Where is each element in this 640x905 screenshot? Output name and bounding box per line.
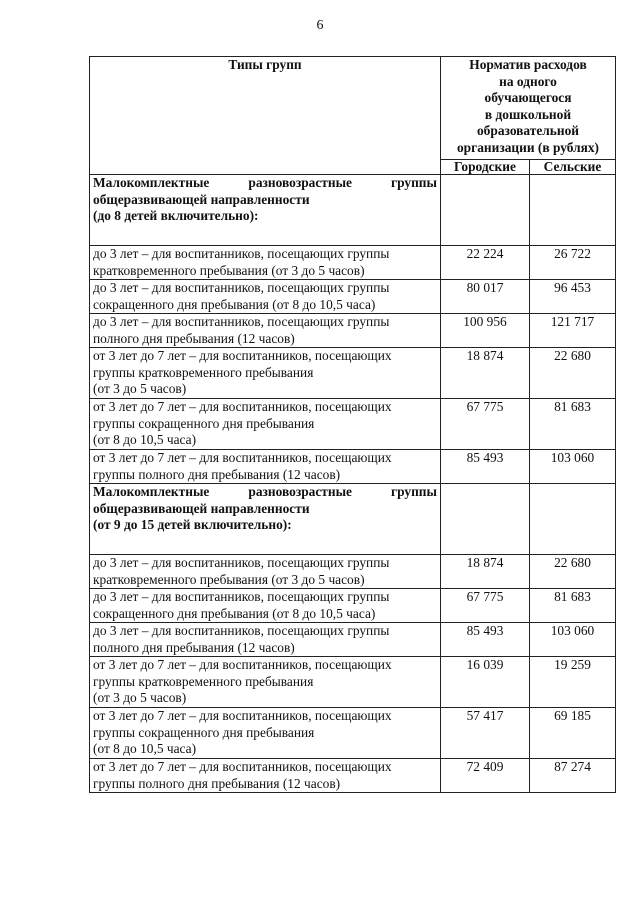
group-description-line: кратковременного пребывания (от 3 до 5 часов) bbox=[93, 571, 365, 587]
urban-value: 16 039 bbox=[441, 657, 530, 708]
group-description-line: группы сокращенного дня пребывания bbox=[93, 415, 315, 431]
group-description-line: группы сокращенного дня пребывания bbox=[93, 724, 315, 740]
section-title-line: общеразвивающей направленности bbox=[93, 500, 310, 516]
section-urban-empty bbox=[441, 175, 530, 246]
table-row bbox=[90, 348, 616, 399]
group-description bbox=[90, 348, 441, 399]
urban-value: 18 874 bbox=[441, 555, 530, 589]
section-urban-empty bbox=[441, 484, 530, 555]
table-row bbox=[90, 314, 616, 348]
group-description bbox=[90, 555, 441, 589]
table-row bbox=[90, 555, 616, 589]
urban-value: 18 874 bbox=[441, 348, 530, 399]
table-body bbox=[90, 175, 616, 793]
header-row bbox=[90, 57, 616, 160]
group-description-line: до 3 лет – для воспитанников, посещающих группы bbox=[93, 314, 390, 329]
group-description-line: до 3 лет – для воспитанников, посещающих группы bbox=[93, 589, 390, 604]
group-description-line: (от 8 до 10,5 часа) bbox=[93, 432, 197, 447]
group-description-line: от 3 лет до 7 лет – для воспитанников, посещающих bbox=[93, 348, 392, 363]
section-title-line bbox=[93, 484, 437, 501]
section-header-row bbox=[90, 484, 616, 555]
table-row bbox=[90, 657, 616, 708]
group-description-line: группы кратковременного пребывания bbox=[93, 673, 314, 689]
group-description bbox=[90, 280, 441, 314]
header-norm-line: Норматив расходов bbox=[469, 57, 587, 72]
table-row bbox=[90, 399, 616, 450]
rural-value: 22 680 bbox=[530, 348, 616, 399]
table-row bbox=[90, 246, 616, 280]
header-norm-line: образовательной bbox=[476, 123, 580, 138]
section-title-word: группы bbox=[391, 175, 437, 190]
header-norm-line: организации (в рублях) bbox=[456, 139, 600, 155]
table-row bbox=[90, 759, 616, 793]
group-description-line: кратковременного пребывания (от 3 до 5 часов) bbox=[93, 262, 365, 278]
header-norm-line: обучающегося bbox=[484, 90, 572, 105]
group-description-line: от 3 лет до 7 лет – для воспитанников, посещающих bbox=[93, 450, 392, 465]
rural-value: 103 060 bbox=[530, 623, 616, 657]
section-title bbox=[90, 484, 441, 555]
group-description bbox=[90, 450, 441, 484]
urban-value: 85 493 bbox=[441, 623, 530, 657]
group-description-line: сокращенного дня пребывания (от 8 до 10,5 часа) bbox=[93, 605, 376, 621]
urban-value: 72 409 bbox=[441, 759, 530, 793]
group-description-line: сокращенного дня пребывания (от 8 до 10,5 часа) bbox=[93, 296, 376, 312]
urban-value: 22 224 bbox=[441, 246, 530, 280]
rural-value: 19 259 bbox=[530, 657, 616, 708]
rural-value: 103 060 bbox=[530, 450, 616, 484]
group-description-line: группы кратковременного пребывания bbox=[93, 364, 314, 380]
group-description-line: от 3 лет до 7 лет – для воспитанников, посещающих bbox=[93, 399, 392, 414]
urban-value: 100 956 bbox=[441, 314, 530, 348]
section-title-line: (до 8 детей включительно): bbox=[93, 208, 259, 223]
group-description-line: от 3 лет до 7 лет – для воспитанников, посещающих bbox=[93, 759, 392, 774]
header-urban: Городские bbox=[441, 160, 530, 175]
group-description-line: до 3 лет – для воспитанников, посещающих группы bbox=[93, 280, 390, 295]
group-description bbox=[90, 589, 441, 623]
section-title-line bbox=[93, 175, 437, 192]
header-group-types: Типы групп bbox=[90, 57, 441, 175]
group-description bbox=[90, 708, 441, 759]
rural-value: 96 453 bbox=[530, 280, 616, 314]
group-description-line: до 3 лет – для воспитанников, посещающих группы bbox=[93, 555, 390, 570]
section-title-word: Малокомплектные bbox=[93, 484, 210, 499]
group-description-line: группы полного дня пребывания (12 часов) bbox=[93, 775, 341, 791]
rural-value: 87 274 bbox=[530, 759, 616, 793]
table-row bbox=[90, 280, 616, 314]
rural-value: 81 683 bbox=[530, 589, 616, 623]
group-description-line: полного дня пребывания (12 часов) bbox=[93, 330, 295, 346]
group-description-line: от 3 лет до 7 лет – для воспитанников, посещающих bbox=[93, 657, 392, 672]
group-description bbox=[90, 314, 441, 348]
header-norm-line: на одного bbox=[499, 73, 557, 89]
section-title-word: разновозрастные bbox=[248, 484, 352, 499]
group-description-line: от 3 лет до 7 лет – для воспитанников, посещающих bbox=[93, 708, 392, 723]
section-title-word: группы bbox=[391, 484, 437, 499]
page-number: 6 bbox=[316, 18, 324, 33]
table-row bbox=[90, 708, 616, 759]
rural-value: 81 683 bbox=[530, 399, 616, 450]
group-description bbox=[90, 657, 441, 708]
table-row bbox=[90, 623, 616, 657]
rural-value: 26 722 bbox=[530, 246, 616, 280]
header-norm-line: в дошкольной bbox=[484, 106, 572, 122]
urban-value: 85 493 bbox=[441, 450, 530, 484]
group-description-line: до 3 лет – для воспитанников, посещающих группы bbox=[93, 623, 390, 638]
section-title-line: (от 9 до 15 детей включительно): bbox=[93, 517, 292, 532]
group-description-line: до 3 лет – для воспитанников, посещающих группы bbox=[93, 246, 390, 261]
section-title bbox=[90, 175, 441, 246]
group-description-line: (от 3 до 5 часов) bbox=[93, 690, 187, 705]
urban-value: 67 775 bbox=[441, 399, 530, 450]
section-title-line: общеразвивающей направленности bbox=[93, 191, 310, 207]
header-rural: Сельские bbox=[530, 160, 616, 175]
group-description-line: (от 3 до 5 часов) bbox=[93, 381, 187, 396]
section-header-row bbox=[90, 175, 616, 246]
rural-value: 69 185 bbox=[530, 708, 616, 759]
group-description bbox=[90, 399, 441, 450]
urban-value: 57 417 bbox=[441, 708, 530, 759]
table-row bbox=[90, 589, 616, 623]
section-title-word: разновозрастные bbox=[248, 175, 352, 190]
section-rural-empty bbox=[530, 484, 616, 555]
group-description-line: группы полного дня пребывания (12 часов) bbox=[93, 466, 341, 482]
group-description-line: полного дня пребывания (12 часов) bbox=[93, 639, 295, 655]
rural-value: 22 680 bbox=[530, 555, 616, 589]
group-description bbox=[90, 623, 441, 657]
header-norm bbox=[441, 57, 616, 160]
section-rural-empty bbox=[530, 175, 616, 246]
norms-table bbox=[89, 56, 616, 793]
group-description-line: (от 8 до 10,5 часа) bbox=[93, 741, 197, 756]
group-description bbox=[90, 759, 441, 793]
urban-value: 67 775 bbox=[441, 589, 530, 623]
section-title-word: Малокомплектные bbox=[93, 175, 210, 190]
rural-value: 121 717 bbox=[530, 314, 616, 348]
group-description bbox=[90, 246, 441, 280]
table-row bbox=[90, 450, 616, 484]
urban-value: 80 017 bbox=[441, 280, 530, 314]
